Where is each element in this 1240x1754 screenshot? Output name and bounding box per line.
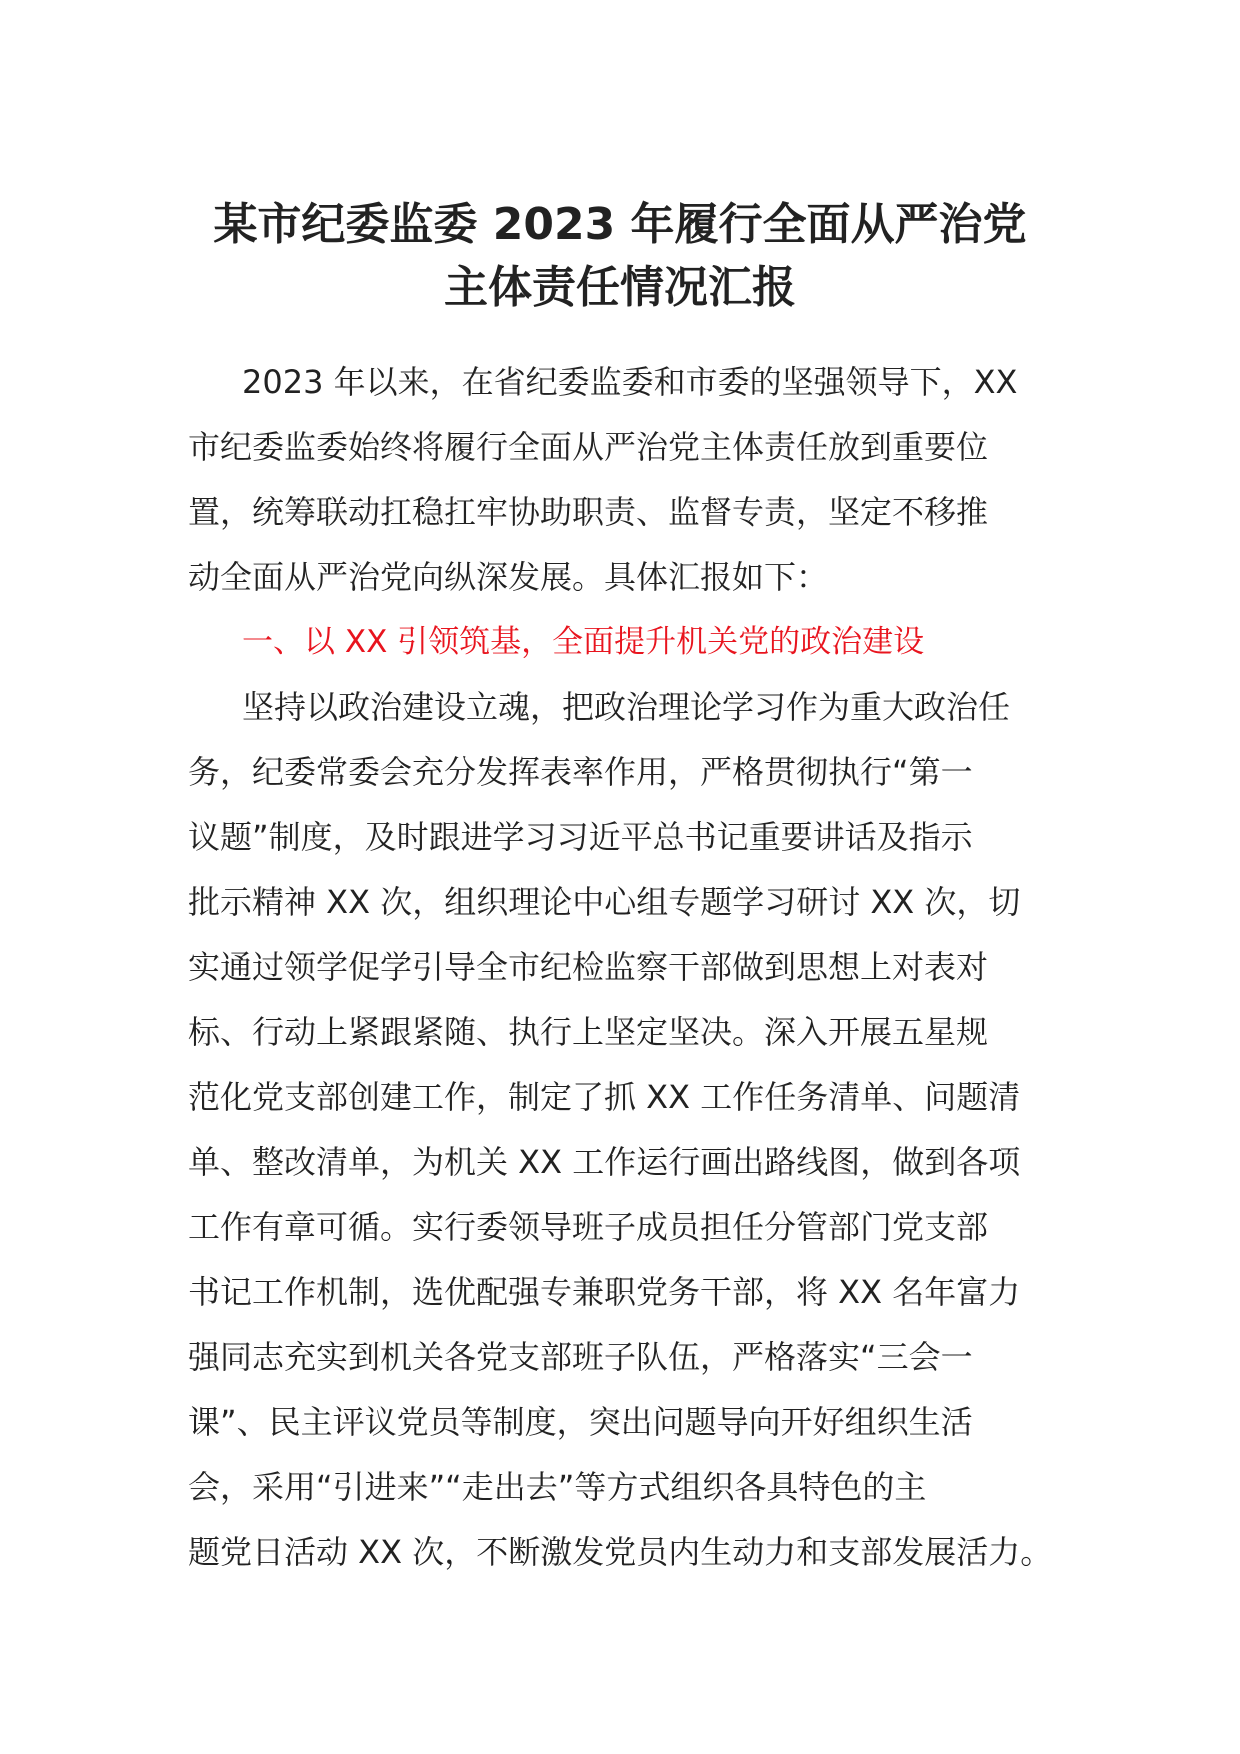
document-title-line-1: 某市纪委监委 2023 年履行全面从严治党 [213,199,1027,250]
paragraph-line: 坚持以政治建设立魂，把政治理论学习作为重大政治任 [242,688,1011,726]
paragraph-line: 议题”制度，及时跟进学习习近平总书记重要讲话及指示 [188,818,973,856]
paragraph-line: 题党日活动 XX 次，不断激发党员内生动力和支部发展活力。 [188,1533,1053,1571]
paragraph-line: 实通过领学促学引导全市纪检监察干部做到思想上对表对 [188,948,989,986]
section-heading [188,610,1068,675]
intro-paragraph [188,350,1068,610]
section-paragraph [188,675,1068,1585]
paragraph-line: 范化党支部创建工作，制定了抓 XX 工作任务清单、问题清 [188,1078,1021,1116]
paragraph-line: 2023 年以来，在省纪委监委和市委的坚强领导下，XX [242,363,1018,401]
paragraph-line: 强同志充实到机关各党支部班子队伍，严格落实“三会一 [188,1338,973,1376]
paragraph-line: 动全面从严治党向纵深发展。具体汇报如下： [188,558,829,596]
paragraph-line: 课”、民主评议党员等制度，突出问题导向开好组织生活 [188,1403,973,1441]
section-heading-text: 一、以 XX 引领筑基，全面提升机关党的政治建设 [242,624,925,660]
paragraph-line: 批示精神 XX 次，组织理论中心组专题学习研讨 XX 次，切 [188,883,1021,921]
document-body [188,350,1068,1585]
document-title-line-2: 主体责任情况汇报 [444,262,796,313]
paragraph-line: 工作有章可循。实行委领导班子成员担任分管部门党支部 [188,1208,989,1246]
paragraph-line: 书记工作机制，选优配强专兼职党务干部，将 XX 名年富力 [188,1273,1021,1311]
paragraph-line: 单、整改清单，为机关 XX 工作运行画出路线图，做到各项 [188,1143,1021,1181]
paragraph-line: 市纪委监委始终将履行全面从严治党主体责任放到重要位 [188,428,989,466]
paragraph-line: 标、行动上紧跟紧随、执行上坚定坚决。深入开展五星规 [188,1013,989,1051]
paragraph-line: 会，采用“引进来”“走出去”等方式组织各具特色的主 [188,1468,927,1506]
paragraph-line: 置，统筹联动扛稳扛牢协助职责、监督专责，坚定不移推 [188,493,989,531]
paragraph-line: 务，纪委常委会充分发挥表率作用，严格贯彻执行“第一 [188,753,973,791]
